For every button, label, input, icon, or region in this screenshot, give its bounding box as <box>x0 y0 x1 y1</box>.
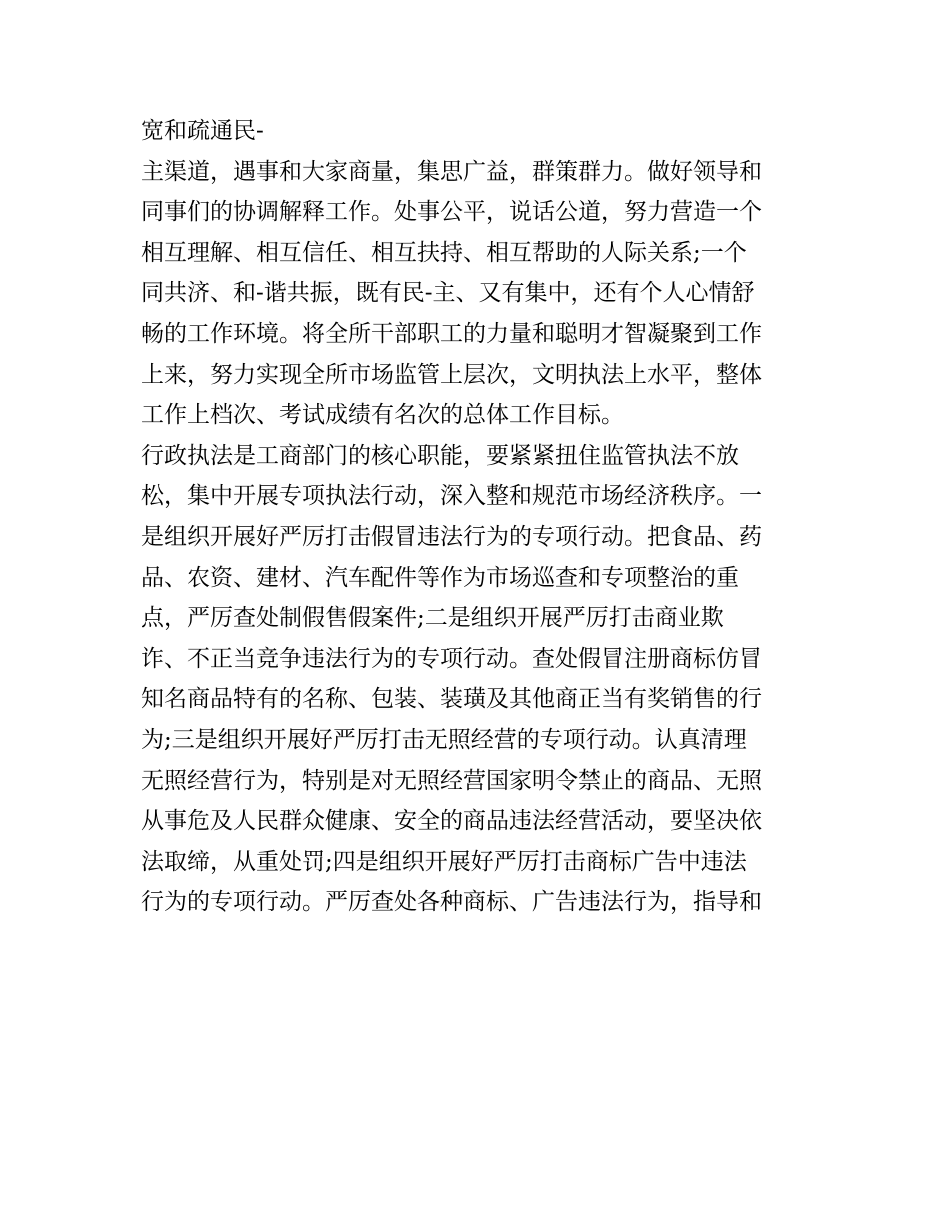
text-line: 宽和疏通民- <box>141 118 264 144</box>
text-line: 畅的工作环境。将全所干部职工的力量和聪明才智凝聚到工作 <box>141 320 762 347</box>
text-line: 行政执法是工商部门的核心职能，要紧紧扭住监管执法不放 <box>141 442 739 469</box>
text-line: 是组织开展好严厉打击假冒违法行为的专项行动。把食品、药 <box>141 523 762 550</box>
text-line: 上来，努力实现全所市场监管上层次，文明执法上水平，整体 <box>141 361 762 388</box>
text-line: 品、农资、建材、汽车配件等作为市场巡查和专项整治的重 <box>141 564 739 591</box>
text-line: 同事们的协调解释工作。处事公平，说话公道，努力营造一个 <box>141 199 762 226</box>
text-line: 松，集中开展专项执法行动，深入整和规范市场经济秩序。一 <box>141 483 762 510</box>
text-line: 相互理解、相互信任、相互扶持、相互帮助的人际关系;一个 <box>141 239 747 266</box>
text-line: 诈、不正当竞争违法行为的专项行动。查处假冒注册商标仿冒 <box>141 645 762 672</box>
text-line: 知名商品特有的名称、包装、装璜及其他商正当有奖销售的行 <box>141 686 762 713</box>
text-line: 主渠道，遇事和大家商量，集思广益，群策群力。做好领导和 <box>141 158 762 185</box>
text-line: 同共济、和-谐共振，既有民-主、又有集中，还有个人心情舒 <box>141 280 755 307</box>
text-line: 从事危及人民群众健康、安全的商品违法经营活动，要坚决依 <box>141 808 762 835</box>
text-line: 无照经营行为，特别是对无照经营国家明令禁止的商品、无照 <box>141 767 762 794</box>
body-text <box>141 111 831 923</box>
text-line: 行为的专项行动。严厉查处各种商标、广告违法行为，指导和 <box>141 889 762 916</box>
text-line: 为;三是组织开展好严厉打击无照经营的专项行动。认真清理 <box>141 726 747 753</box>
text-line: 法取缔，从重处罚;四是组织开展好严厉打击商标广告中违法 <box>141 848 747 875</box>
text-line: 点，严厉查处制假售假案件;二是组织开展严厉打击商业欺 <box>141 605 724 632</box>
text-line: 工作上档次、考试成绩有名次的总体工作目标。 <box>141 402 624 429</box>
